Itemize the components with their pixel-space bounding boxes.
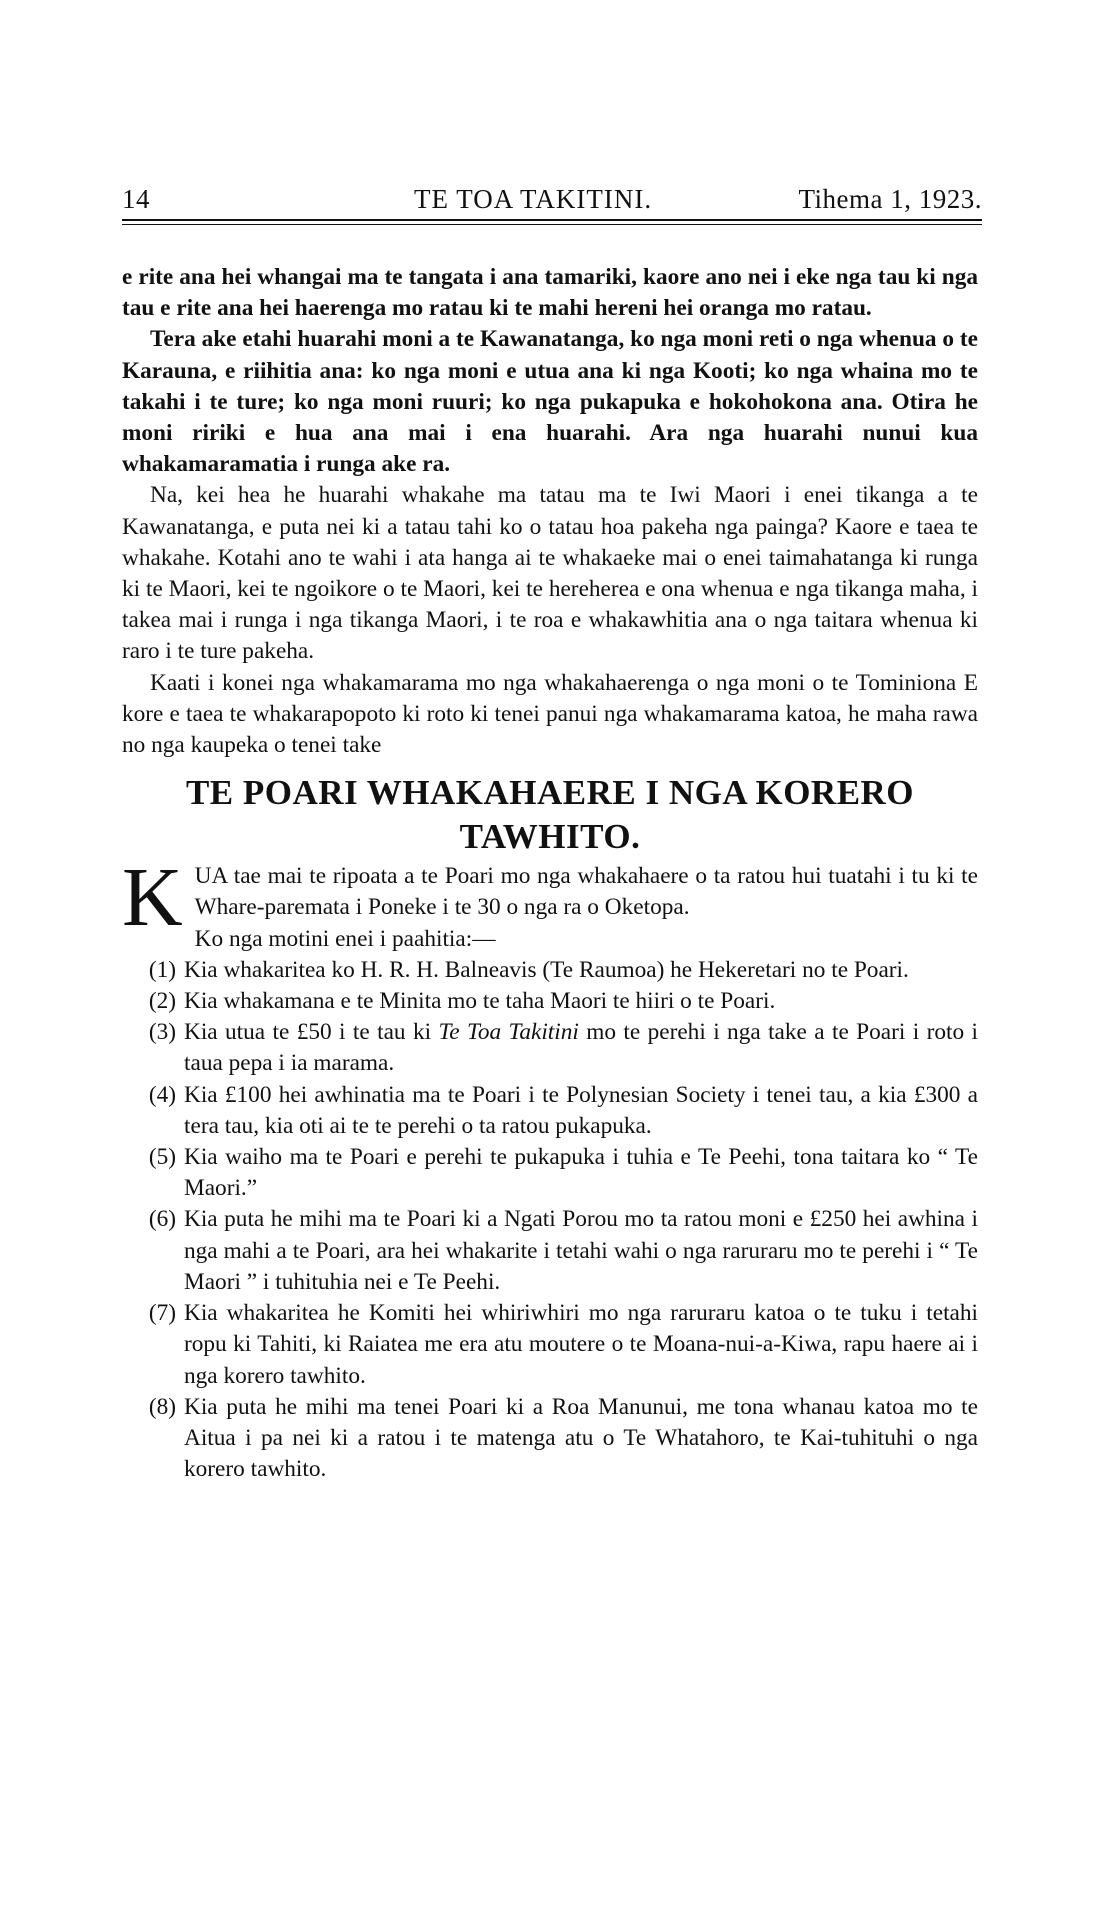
section-heading: TE POARI WHAKAHAERE I NGA KORERO TAWHITO.	[185, 773, 915, 857]
paragraph: Na, kei hea he huarahi whakahe ma tatau ma te Iwi Maori i enei tikanga a te Kawanatanga, e puta nei ki a tatau tahi ko o tatau hoa pakeha nga painga? Kaore e taea te whakahe. Kotahi ano te wahi i ata hanga ai te whakaeke mai o enei taimahatanga ki runga ki te Maori, kei te ngoikore o te Maori, kei te hereherea e ona whenua e nga tikanga maha, i takea mai i runga i nga tikanga Maori, i te roa e whakawhitia ana o nga taitara whenua ki raro i te ture pakeha.	[122, 482, 978, 665]
motion-text-part: mo te perehi i nga take a te Poari i roto i taua pepa i ia marama.	[184, 1019, 978, 1077]
drop-cap: K	[122, 851, 183, 945]
header-rule-thin	[122, 224, 982, 225]
header-rule	[122, 219, 982, 221]
motion-text-part: Kia utua te £50 i te tau ki	[184, 1019, 439, 1046]
page-number: 14	[122, 184, 150, 214]
opening-text: UA tae mai te ripoata a te Poari mo nga whakahaere o ta ratou hui tuatahi i tu ki te Whare-paremata i Poneke i te 30 o nga ra o Oketopa.	[194, 863, 978, 921]
motion-number: (6)	[148, 1206, 176, 1233]
motion-text: Kia whakaritea ko H. R. H. Balneavis (Te Raumoa) he Hekeretari no te Poari.	[184, 956, 909, 983]
publication-title-italic: Te Toa Takitini	[438, 1019, 579, 1046]
motion-text: Kia puta he mihi ma te Poari ki a Ngati Porou mo ta ratou moni e £250 hei awhina i nga mahi a te Poari, ara hei whakarite i tetahi wahi o nga raruraru mo te perehi i “ Te Maori ” i tuhituhia nei e Te Peehi.	[184, 1206, 978, 1295]
motion-text	[184, 1017, 978, 1079]
motion-number: (7)	[148, 1300, 176, 1327]
publication-title: TE TOA TAKITINI.	[414, 184, 653, 214]
motion-number: (1)	[148, 956, 176, 983]
motion-number: (4)	[148, 1081, 176, 1108]
motion-number: (5)	[148, 1144, 176, 1171]
motion-text: Kia £100 hei awhinatia ma te Poari i te Polynesian Society i tenei tau, a kia £300 a tera tau, kia oti ai te te perehi o ta ratou pukapuka.	[184, 1081, 978, 1139]
paragraph: Kaati i konei nga whakamarama mo nga whakahaerenga o nga moni o te Tominiona E kore e taea te whakarapopoto ki roto ki tenei panui nga whakamarama katoa, he maha rawa no nga kaupeka o tenei take	[122, 669, 978, 759]
motion-text: Kia whakamana e te Minita mo te taha Maori te hiiri o te Poari.	[184, 988, 776, 1015]
paragraph-continued: e rite ana hei whangai ma te tangata i ana tamariki, kaore ano nei i eke nga tau ki nga tau e rite ana hei haerenga mo ratau ki te mahi hereni hei oranga mo ratau.	[122, 264, 978, 322]
motion-item	[122, 1298, 978, 1392]
motion-item	[122, 1204, 978, 1298]
motion-item	[122, 986, 978, 1017]
motion-text: Kia waiho ma te Poari e perehi te pukapuka i tuhia e Te Peehi, tona taitara ko “ Te Maori.”	[184, 1144, 978, 1202]
motion-item	[122, 1392, 978, 1486]
motion-number: (8)	[148, 1393, 176, 1420]
motion-item	[122, 1142, 978, 1204]
motion-item	[122, 1017, 978, 1079]
issue-date: Tihema 1, 1923.	[798, 184, 982, 214]
paragraph: Tera ake etahi huarahi moni a te Kawanatanga, ko nga moni reti o nga whenua o te Karauna, e riihitia ana: ko nga moni e utua ana ki nga Kooti; ko nga whaina mo te takahi i te ture; ko nga moni ruuri; ko nga pukapuka e hokohokona ana. Otira he moni ririki e hua ana mai i ena huarahi. Ara nga huarahi nunui kua whakamaramatia i runga ake ra.	[122, 326, 978, 478]
motion-number: (3)	[148, 1019, 176, 1046]
motions-intro: Ko nga motini enei i paahitia:—	[194, 925, 496, 952]
motion-text: Kia puta he mihi ma tenei Poari ki a Roa Manunui, me tona whanau katoa mo te Aitua i pa nei ki a ratou i te matenga atu o Te Whatahoro, te Kai-tuhituhi o nga korero tawhito.	[184, 1393, 978, 1483]
article-body	[122, 262, 978, 1485]
motion-number: (2)	[148, 988, 176, 1015]
motion-item	[122, 1080, 978, 1142]
motion-item	[122, 955, 978, 986]
motion-text: Kia whakaritea he Komiti hei whiriwhiri mo nga raruraru katoa o te tuku i tetahi ropu ki Tahiti, ki Raiatea me era atu moutere o te Moana-nui-a-Kiwa, rapu haere ai i nga korero tawhito.	[184, 1300, 978, 1389]
